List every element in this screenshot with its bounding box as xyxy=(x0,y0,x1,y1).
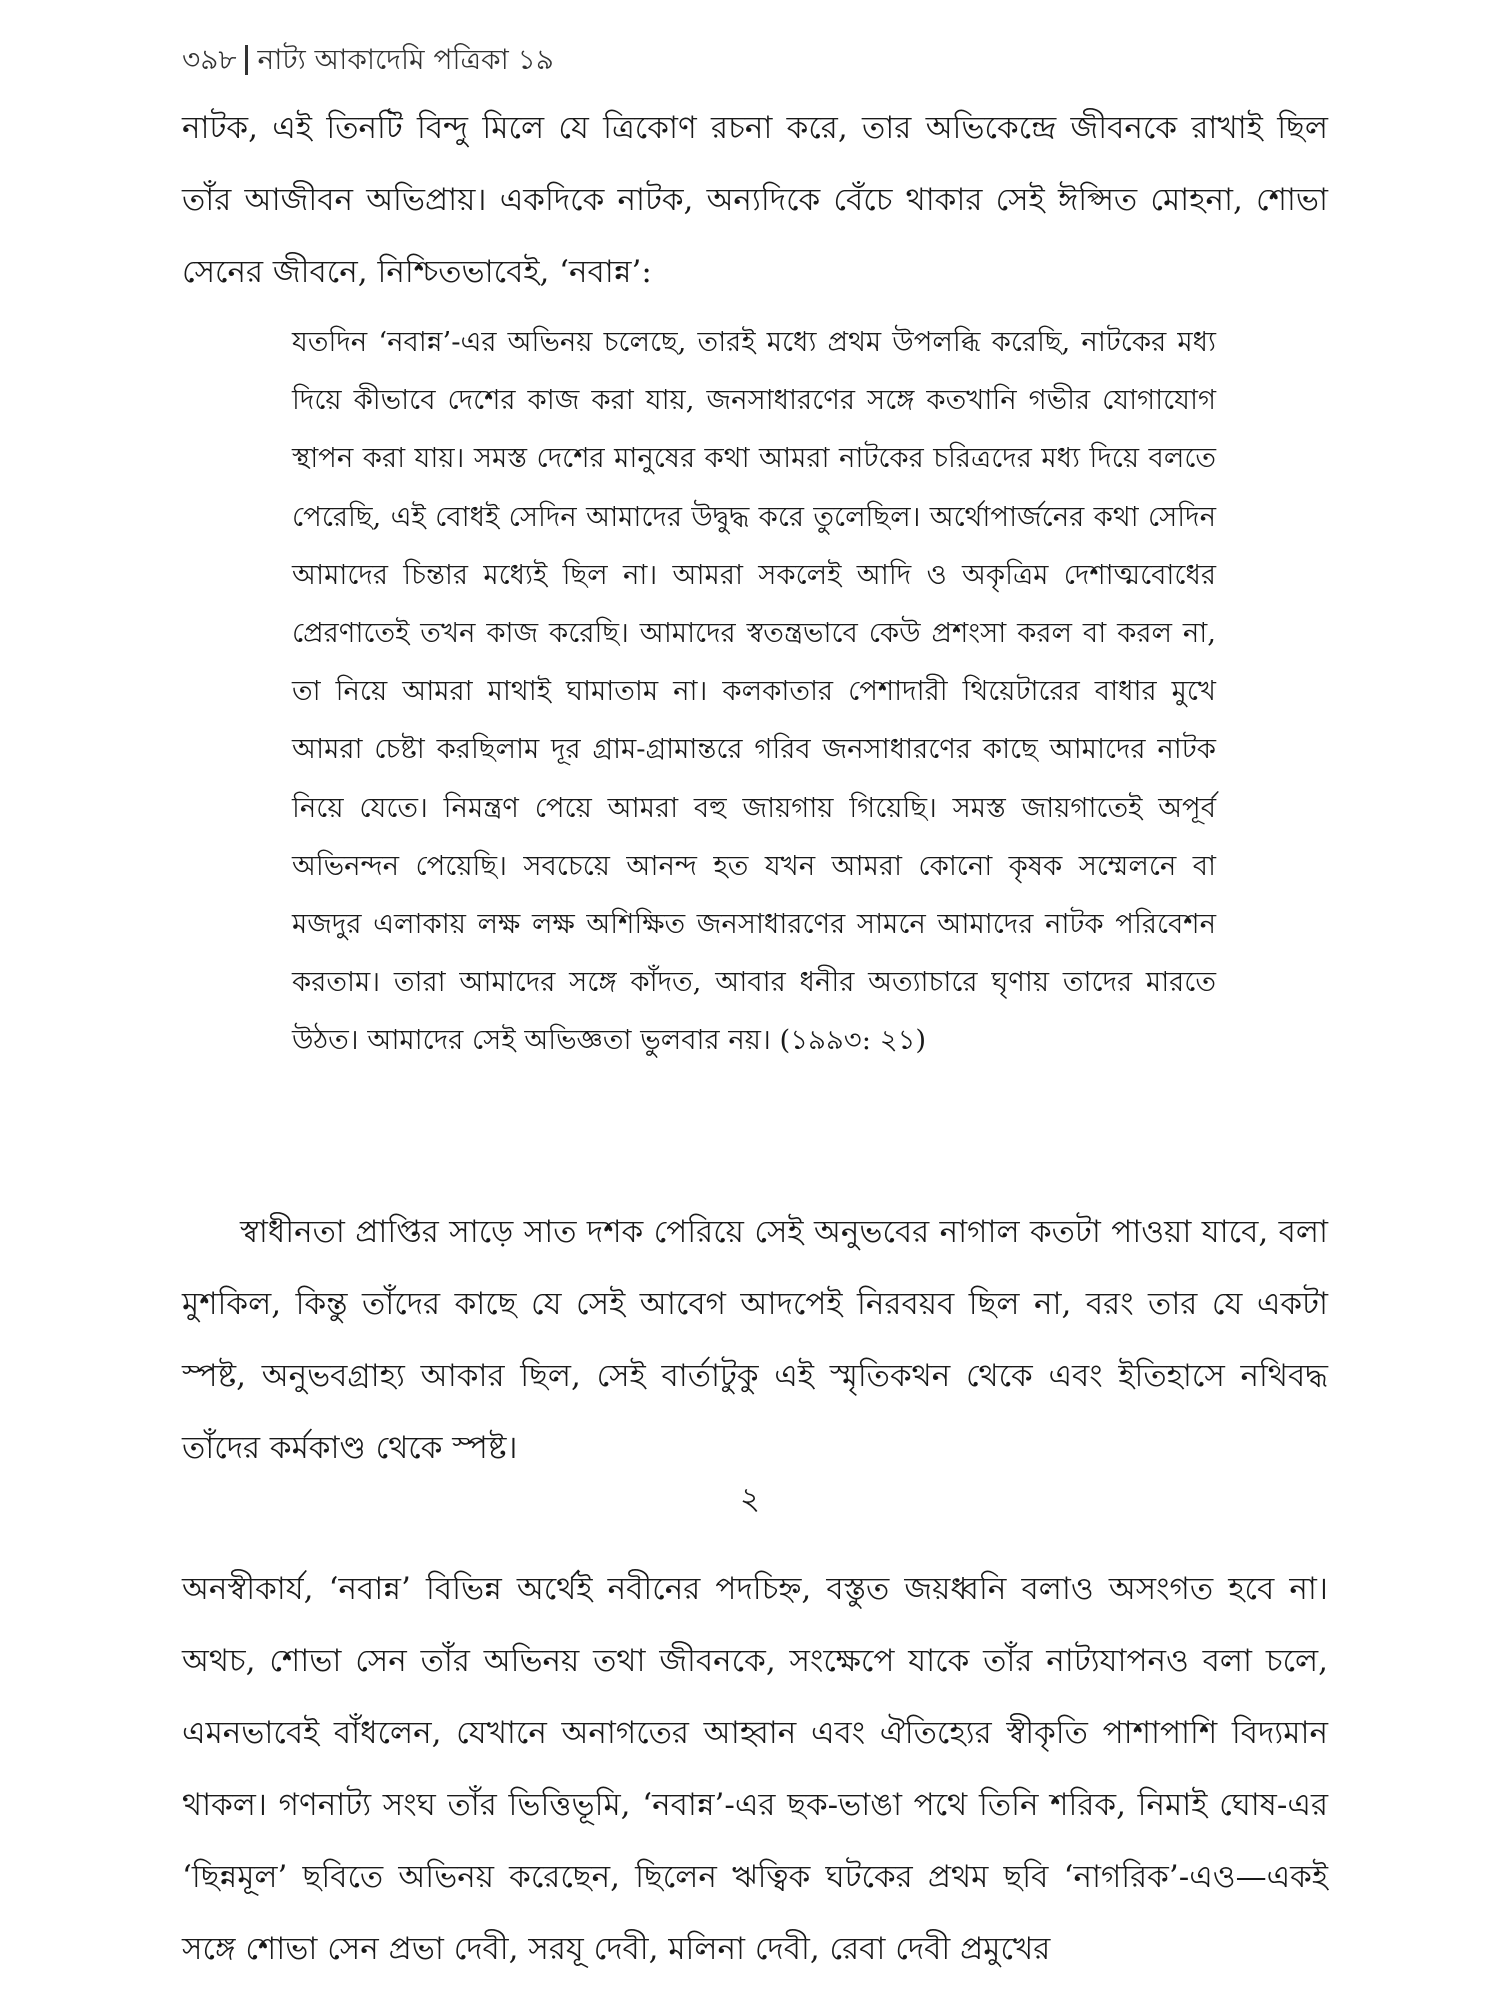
header-separator xyxy=(245,45,248,75)
journal-title: নাট্য আকাদেমি পত্রিকা ১৯ xyxy=(257,43,554,76)
paragraph-second: স্বাধীনতা প্রাপ্তির সাড়ে সাত দশক পেরিয়ে সেই অনুভবের নাগাল কতটা পাওয়া যাবে, বলা মুশকিল, কিন্তু তাঁদের কাছে যে সেই আবেগ আদপেই নিরবয়ব ছিল না, বরং তার যে একটা স্পষ্ট, অনুভবগ্রাহ্য আকার ছিল, সেই বার্তাটুকু এই স্মৃতিকথন থেকে এবং ইতিহাসে নথিবদ্ধ তাঁদের কর্মকাণ্ড থেকে স্পষ্ট। xyxy=(182,1214,1328,1466)
paragraph-third: অনস্বীকার্য, ‘নবান্ন’ বিভিন্ন অর্থেই নবীনের পদচিহ্ন, বস্তুত জয়ধ্বনি বলাও অসংগত হবে না। অথচ, শোভা সেন তাঁর অভিনয় তথা জীবনকে, সংক্ষেপে যাকে তাঁর নাট্যযাপনও বলা চলে, এমনভাবেই বাঁধলেন, যেখানে অনাগতের আহ্বান এবং ঐতিহ্যের স্বীকৃতি পাশাপাশি বিদ্যমান থাকল। গণনাট্য সংঘ তাঁর ভিত্তিভূমি, ‘নবান্ন’-এর ছক-ভাঙা পথে তিনি শরিক, নিমাই ঘোষ-এর ‘ছিন্নমূল’ ছবিতে অভিনয় করেছেন, ছিলেন ঋত্বিক ঘটকের প্রথম ছবি ‘নাগরিক’-এও—একই সঙ্গে শোভা সেন প্রভা দেবী, সরযূ দেবী, মলিনা দেবী, রেবা দেবী প্রমুখের xyxy=(182,1571,1328,1967)
paragraph-opening: নাটক, এই তিনটি বিন্দু মিলে যে ত্রিকোণ রচনা করে, তার অভিকেন্দ্রে জীবনকে রাখাই ছিল তাঁর আজীবন অভিপ্রায়। একদিকে নাটক, অন্যদিকে বেঁচে থাকার সেই ঈপ্সিত মোহনা, শোভা সেনের জীবনে, নিশ্চিতভাবেই, ‘নবান্ন’: xyxy=(182,110,1328,290)
block-quote: যতদিন ‘নবান্ন’-এর অভিনয় চলেছে, তারই মধ্যে প্রথম উপলব্ধি করেছি, নাটকের মধ্য দিয়ে কীভাবে দেশের কাজ করা যায়, জনসাধারণের সঙ্গে কতখানি গভীর যোগাযোগ স্থাপন করা যায়। সমস্ত দেশের মানুষের কথা আমরা নাটকের চরিত্রদের মধ্য দিয়ে বলতে পেরেছি, এই বোধই সেদিন আমাদের উদ্বুদ্ধ করে তুলেছিল। অর্থোপার্জনের কথা সেদিন আমাদের চিন্তার মধ্যেই ছিল না। আমরা সকলেই আদি ও অকৃত্রিম দেশাত্মবোধের প্রেরণাতেই তখন কাজ করেছি। আমাদের স্বতন্ত্রভাবে কেউ প্রশংসা করল বা করল না, তা নিয়ে আমরা মাথাই ঘামাতাম না। কলকাতার পেশাদারী থিয়েটারের বাধার মুখে আমরা চেষ্টা করছিলাম দূর গ্রাম-গ্রামান্তরে গরিব জনসাধারণের কাছে আমাদের নাটক নিয়ে যেতে। নিমন্ত্রণ পেয়ে আমরা বহু জায়গায় গিয়েছি। সমস্ত জায়গাতেই অপূর্ব অভিনন্দন পেয়েছি। সবচেয়ে আনন্দ হত যখন আমরা কোনো কৃষক সম্মেলনে বা মজদুর এলাকায় লক্ষ লক্ষ অশিক্ষিত জনসাধারণের সামনে আমাদের নাটক পরিবেশন করতাম। তারা আমাদের সঙ্গে কাঁদত, আবার ধনীর অত্যাচারে ঘৃণায় তাদের মারতে উঠত। আমাদের সেই অভিজ্ঞতা ভুলবার নয়। (১৯৯৩: ২১) xyxy=(292,326,1216,1057)
section-number: ২ xyxy=(739,1481,761,1517)
page-number: ৩৯৮ xyxy=(182,43,237,76)
running-head xyxy=(182,40,554,80)
